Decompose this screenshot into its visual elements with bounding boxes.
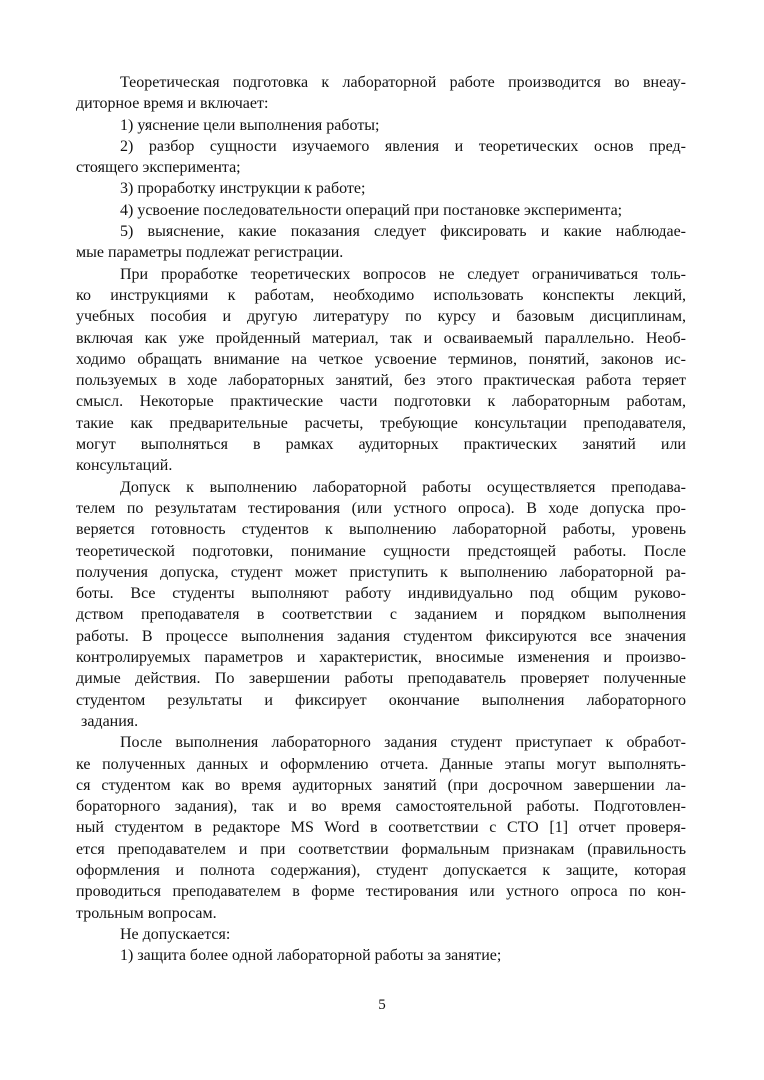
text-line: веряется готовность студентов к выполнению лабораторной работы, уровень bbox=[76, 521, 686, 539]
document-page bbox=[76, 72, 686, 1062]
text-line: 2) разбор сущности изучаемого явления и теоретических основ пред- bbox=[120, 137, 686, 155]
text-line: мые параметры подлежат регистрации. bbox=[76, 244, 344, 262]
text-line: проводиться преподавателем в форме тестирования или устного опроса по кон- bbox=[76, 883, 686, 901]
text-line: ходимо обращать внимание на четкое усвоение терминов, понятий, законов ис- bbox=[76, 350, 686, 368]
text-line: 3) проработку инструкции к работе; bbox=[120, 180, 366, 198]
text-line: оформления и полнота содержания), студент допускается к защите, которая bbox=[76, 861, 686, 879]
text-line: 4) усвоение последовательности операций при постановке эксперимента; bbox=[120, 201, 623, 219]
text-line: учебных пособия и другую литературу по курсу и базовым дисциплинам, bbox=[76, 308, 686, 326]
text-line: смысл. Некоторые практические части подготовки к лабораторным работам, bbox=[76, 393, 686, 411]
text-line: консультаций. bbox=[76, 457, 173, 475]
text-line: димые действия. По завершении работы преподаватель проверяет полученные bbox=[76, 670, 686, 688]
text-line: Допуск к выполнению лабораторной работы осуществляется преподава- bbox=[120, 478, 686, 496]
page-number: 5 bbox=[378, 997, 386, 1013]
body-text bbox=[76, 72, 686, 966]
text-line: ный студентом в редакторе MS Word в соответствии с СТО [1] отчет проверя- bbox=[76, 819, 686, 837]
text-line: ется преподавателем и при соответствии формальным признакам (правильность bbox=[76, 840, 686, 858]
text-line: диторное время и включает: bbox=[76, 95, 269, 113]
text-line: работы. В процессе выполнения задания студентом фиксируются все значения bbox=[76, 627, 686, 645]
text-line: 5) выяснение, какие показания следует фиксировать и какие наблюдае- bbox=[120, 223, 686, 241]
text-line: контролируемых параметров и характеристик, вносимые изменения и произво- bbox=[76, 649, 686, 667]
text-line: боты. Все студенты выполняют работу индивидуально под общим руково- bbox=[76, 585, 686, 603]
text-line: дством преподавателя в соответствии с заданием и порядком выполнения bbox=[76, 606, 686, 624]
text-line: ке полученных данных и оформлению отчета. Данные этапы могут выполнять- bbox=[76, 755, 686, 773]
text-line: включая как уже пройденный материал, так и осваиваемый параллельно. Необ- bbox=[76, 329, 686, 347]
text-line: могут выполняться в рамках аудиторных практических занятий или bbox=[76, 436, 686, 454]
text-line: бораторного задания), так и во время самостоятельной работы. Подготовлен- bbox=[76, 798, 686, 816]
text-line: задания. bbox=[81, 712, 139, 730]
text-line: студентом результаты и фиксирует окончание выполнения лабораторного bbox=[76, 691, 686, 709]
text-line: 1) уяснение цели выполнения работы; bbox=[120, 116, 380, 134]
text-line: такие как предварительные расчеты, требующие консультации преподавателя, bbox=[76, 414, 686, 432]
text-line: ся студентом как во время аудиторных занятий (при досрочном завершении ла- bbox=[76, 776, 686, 794]
text-line: 1) защита более одной лабораторной работы за занятие; bbox=[120, 947, 502, 965]
text-line: получения допуска, студент может приступить к выполнению лабораторной ра- bbox=[76, 563, 686, 581]
text-line: пользуемых в ходе лабораторных занятий, без этого практическая работа теряет bbox=[76, 372, 686, 390]
text-line: Не допускается: bbox=[120, 925, 231, 943]
text-line: После выполнения лабораторного задания студент приступает к обработ- bbox=[120, 734, 686, 752]
text-line: стоящего эксперимента; bbox=[76, 159, 241, 177]
text-line: При проработке теоретических вопросов не следует ограничиваться толь- bbox=[120, 265, 686, 283]
text-line: ко инструкциями к работам, необходимо использовать конспекты лекций, bbox=[76, 286, 686, 304]
text-line: Теоретическая подготовка к лабораторной работе производится во внеау- bbox=[120, 74, 686, 91]
text-line: телем по результатам тестирования (или устного опроса). В ходе допуска про- bbox=[76, 499, 686, 517]
text-line: трольным вопросам. bbox=[76, 904, 217, 922]
text-line: теоретической подготовки, понимание сущности предстоящей работы. После bbox=[76, 542, 686, 560]
